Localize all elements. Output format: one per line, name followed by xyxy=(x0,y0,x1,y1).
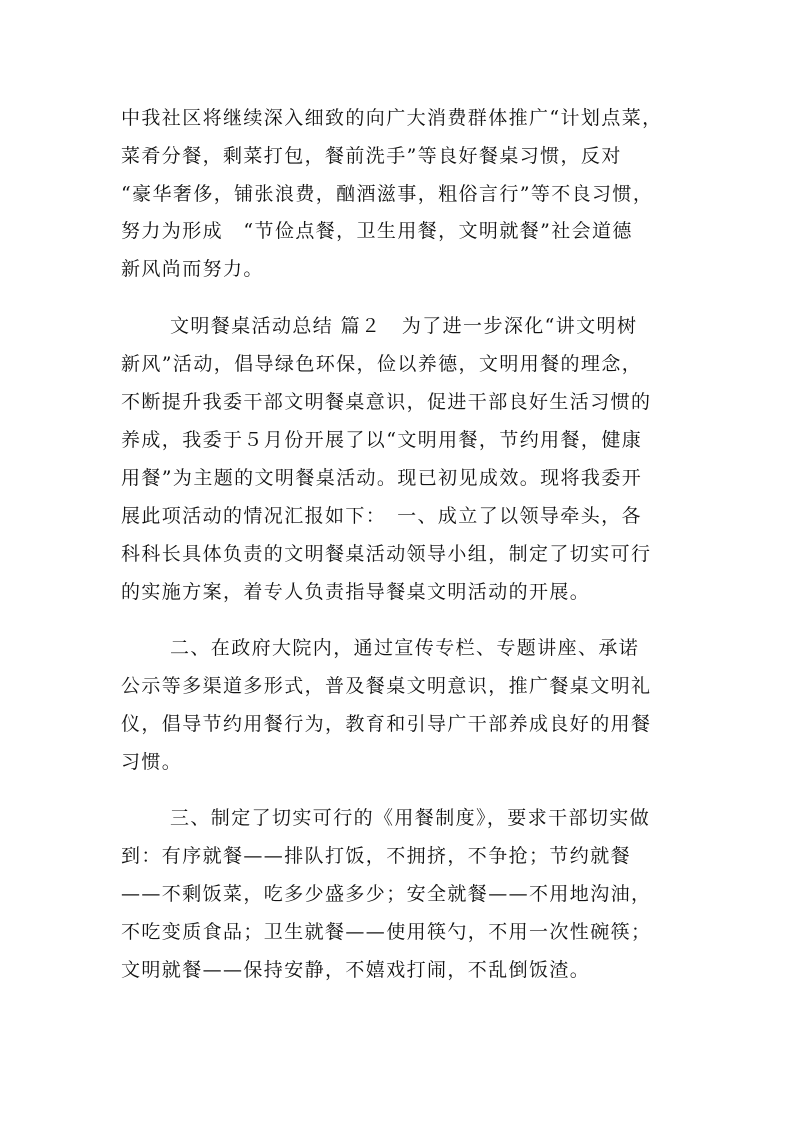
text-line: 努力为形成 “节俭点餐，卫生用餐，文明就餐”社会道德 xyxy=(121,220,633,242)
paragraph-first-line: 三、制定了切实可行的《用餐制度》，要求干部切实做 xyxy=(170,807,651,829)
section-heading-line: 文明餐桌活动总结 篇２ 为了进一步深化“讲文明树 xyxy=(170,315,638,337)
text-line: 到：有序就餐——排队打饭，不拥挤，不争抢；节约就餐 xyxy=(121,845,632,867)
text-line: 的实施方案，着专人负责指导餐桌文明活动的开展。 xyxy=(121,581,591,603)
text-line: 不吃变质食品；卫生就餐——使用筷勺，不用一次性碗筷； xyxy=(121,921,652,943)
text-line: 养成，我委于５月份开展了以“文明用餐，节约用餐，健康 xyxy=(121,429,643,451)
text-line: “豪华奢侈，铺张浪费，酗酒滋事，粗俗言行”等不良习惯， xyxy=(121,183,654,205)
text-line: 习惯。 xyxy=(121,751,183,773)
text-line: 新风尚而努力。 xyxy=(121,258,264,280)
text-line: 科科长具体负责的文明餐桌活动领导小组，制定了切实可行 xyxy=(121,543,652,565)
text-line: 仪，倡导节约用餐行为，教育和引导广干部养成良好的用餐 xyxy=(121,713,652,735)
text-line: ——不剩饭菜，吃多少盛多少；安全就餐——不用地沟油， xyxy=(121,883,652,905)
text-line: 用餐”为主题的文明餐桌活动。现已初见成效。现将我委开 xyxy=(121,467,643,489)
text-line: 菜肴分餐，剩菜打包，餐前洗手”等良好餐桌习惯，反对 xyxy=(121,145,622,167)
text-line: 公示等多渠道多形式，普及餐桌文明意识，推广餐桌文明礼 xyxy=(121,675,652,697)
text-line: 中我社区将继续深入细致的向广大消费群体推广“计划点菜， xyxy=(121,107,663,129)
text-line: 展此项活动的情况汇报如下： 一、成立了以领导牵头，各 xyxy=(121,505,642,527)
text-line: 文明就餐——保持安静，不嬉戏打闹，不乱倒饭渣。 xyxy=(121,959,591,981)
text-line: 不断提升我委干部文明餐桌意识，促进干部良好生活习惯的 xyxy=(121,391,652,413)
text-line: 新风”活动，倡导绿色环保，俭以养德，文明用餐的理念， xyxy=(121,353,643,375)
paragraph-first-line: 二、在政府大院内，通过宣传专栏、专题讲座、承诺 xyxy=(170,637,640,659)
